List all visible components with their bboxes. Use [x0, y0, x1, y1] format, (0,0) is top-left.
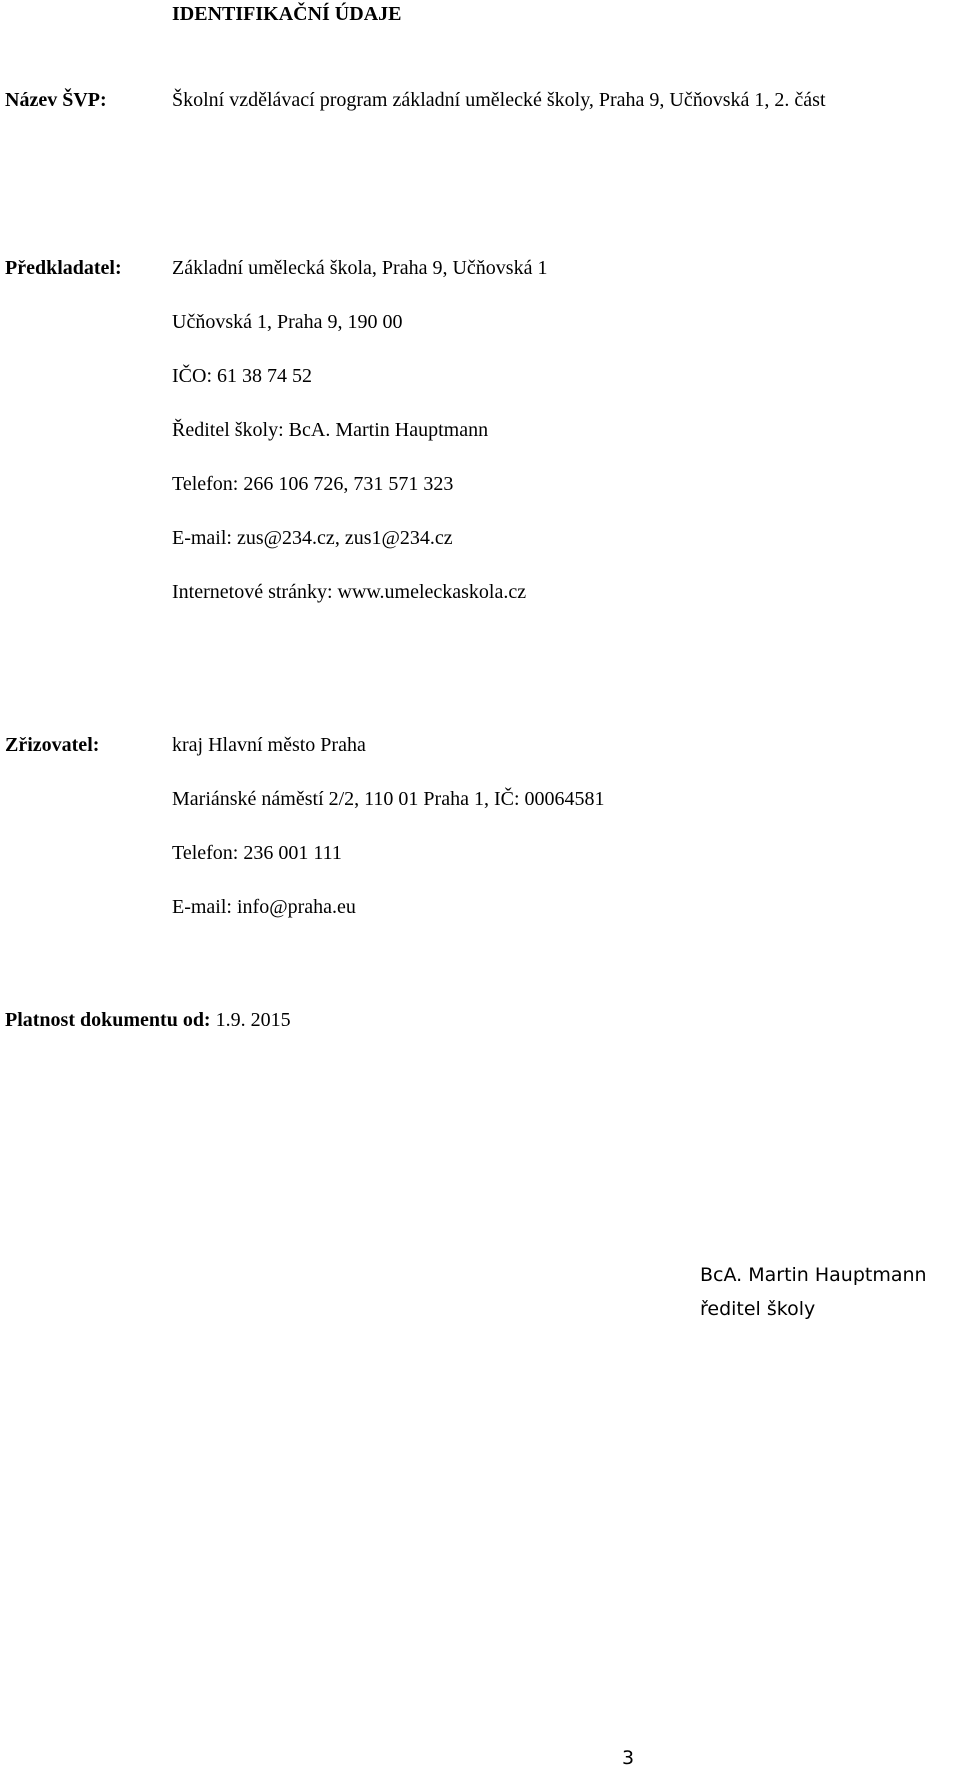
- svp-value: Školní vzdělávací program základní umělecké školy, Praha 9, Učňovská 1, 2. část: [172, 89, 826, 111]
- zrizovatel-label: Zřizovatel:: [5, 734, 100, 756]
- predkladatel-label: Předkladatel:: [5, 257, 122, 279]
- signature-role: ředitel školy: [700, 1298, 816, 1320]
- predkladatel-ico: IČO: 61 38 74 52: [172, 365, 312, 387]
- signature-name: BcA. Martin Hauptmann: [700, 1264, 927, 1286]
- zrizovatel-name: kraj Hlavní město Praha: [172, 734, 366, 756]
- validity-line: [5, 1008, 291, 1032]
- predkladatel-email: E-mail: zus@234.cz, zus1@234.cz: [172, 527, 453, 549]
- svp-label: Název ŠVP:: [5, 89, 107, 111]
- page-title: IDENTIFIKAČNÍ ÚDAJE: [172, 3, 402, 25]
- predkladatel-director: Ředitel školy: BcA. Martin Hauptmann: [172, 419, 489, 441]
- validity-date: 1.9. 2015: [210, 1009, 291, 1031]
- zrizovatel-address: Mariánské náměstí 2/2, 110 01 Praha 1, IČ: 00064581: [172, 788, 605, 810]
- predkladatel-phone: Telefon: 266 106 726, 731 571 323: [172, 473, 454, 495]
- zrizovatel-phone: Telefon: 236 001 111: [172, 842, 342, 864]
- predkladatel-website: Internetové stránky: www.umeleckaskola.cz: [172, 581, 527, 603]
- validity-label: Platnost dokumentu od:: [5, 1009, 211, 1031]
- predkladatel-school-name: Základní umělecká škola, Praha 9, Učňovská 1: [172, 257, 548, 279]
- page-number: 3: [622, 1747, 635, 1769]
- zrizovatel-email: E-mail: info@praha.eu: [172, 896, 356, 918]
- predkladatel-address: Učňovská 1, Praha 9, 190 00: [172, 311, 403, 333]
